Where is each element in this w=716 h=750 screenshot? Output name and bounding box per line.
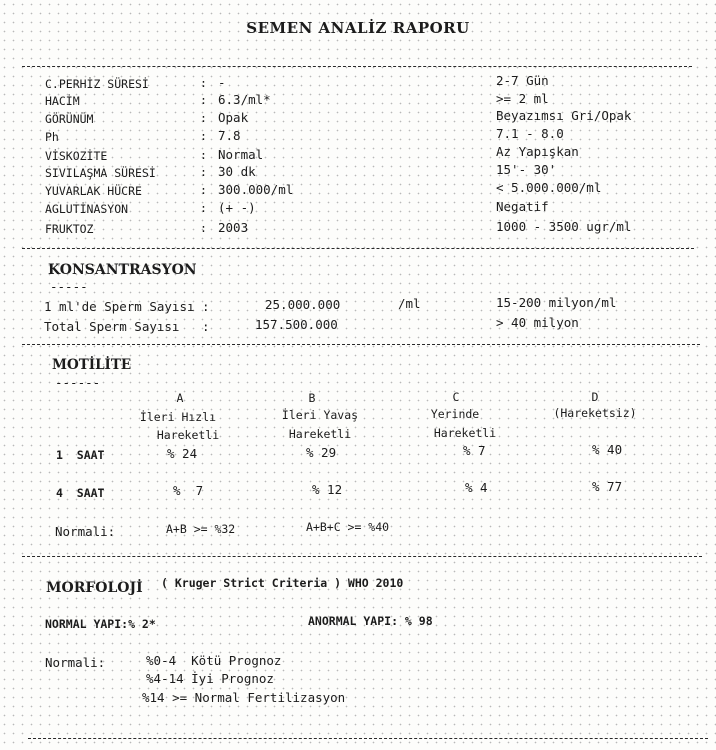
param-value: Opak <box>218 110 249 125</box>
total-sperm-label: Total Sperm Sayısı : <box>44 319 210 334</box>
row-1h-c: % 7 <box>463 443 486 458</box>
param-value: Normal <box>218 147 264 162</box>
sperm-count-unit: /ml <box>398 296 421 311</box>
col-d-letter: D <box>591 390 599 404</box>
row-4h-a: % 7 <box>173 483 204 498</box>
col-a-line2: Hareketli <box>156 428 220 442</box>
divider-after-params <box>22 248 694 249</box>
param-label: SIVILAŞMA SÜRESİ <box>45 166 156 180</box>
param-value: 300.000/ml <box>218 182 294 197</box>
row-1h-b: % 29 <box>306 445 337 460</box>
param-value: 6.3/ml* <box>218 92 271 107</box>
param-reference: Az Yapışkan <box>496 144 579 159</box>
morphology-range-1: %0-4 Kötü Prognoz <box>146 653 282 668</box>
param-label: FRUKTOZ <box>45 222 94 236</box>
motility-underline: ------ <box>55 375 101 390</box>
motility-normal-label: Normali: <box>55 524 116 539</box>
col-a-letter: A <box>176 391 184 405</box>
report-title: SEMEN ANALİZ RAPORU <box>246 19 470 37</box>
param-separator: : <box>200 221 207 235</box>
morphology-range-3: %14 >= Normal Fertilizasyon <box>142 690 346 705</box>
col-c-line1: Yerinde <box>430 407 480 421</box>
param-value: (+ -) <box>218 200 256 215</box>
col-b-line1: İleri Yavaş <box>281 408 359 422</box>
total-sperm-value: 157.500.000 <box>255 317 338 332</box>
motility-heading: MOTİLİTE <box>52 357 132 373</box>
col-d-line1: (Hareketsiz) <box>553 406 637 420</box>
param-separator: : <box>200 93 207 107</box>
param-separator: : <box>200 148 207 162</box>
param-label: AGLUTİNASYON <box>45 202 129 216</box>
morphology-range-2: %4-14 İyi Prognoz <box>146 671 274 686</box>
col-c-letter: C <box>452 390 460 404</box>
morphology-normal-label: Normali: <box>45 655 106 670</box>
row-1h-label: 1 SAAT <box>56 448 105 462</box>
param-separator: : <box>200 201 207 215</box>
total-sperm-ref: > 40 milyon <box>496 315 579 330</box>
divider-after-motility <box>22 556 702 557</box>
morphology-criteria: ( Kruger Strict Criteria ) WHO 2010 <box>161 576 404 590</box>
param-label: YUVARLAK HÜCRE <box>45 184 142 198</box>
param-reference: Beyazımsı Gri/Opak <box>496 108 632 123</box>
col-b-line2: Hareketli <box>288 427 352 441</box>
row-4h-b: % 12 <box>312 482 343 497</box>
param-label: C.PERHİZ SÜRESİ <box>45 77 149 91</box>
param-label: VİSKOZİTE <box>45 149 108 163</box>
divider-top <box>22 66 692 67</box>
row-4h-c: % 4 <box>465 480 488 495</box>
concentration-heading: KONSANTRASYON <box>48 262 197 278</box>
morphology-abnormal: ANORMAL YAPI: % 98 <box>308 614 433 628</box>
row-4h-label: 4 SAAT <box>56 486 105 500</box>
motility-normal-ab: A+B >= %32 <box>166 522 236 536</box>
row-4h-d: % 77 <box>592 479 623 494</box>
morphology-normal: NORMAL YAPI:% 2* <box>45 617 156 631</box>
param-separator: : <box>200 76 207 90</box>
param-value: 30 dk <box>218 164 256 179</box>
param-reference: Negatif <box>496 199 549 214</box>
param-reference: 2-7 Gün <box>496 73 549 88</box>
col-c-line2: Hareketli <box>433 426 497 440</box>
param-reference: 15'- 30' <box>496 162 557 177</box>
param-reference: >= 2 ml <box>496 91 549 106</box>
sperm-count-value: 25.000.000 <box>265 297 341 312</box>
param-separator: : <box>200 129 207 143</box>
concentration-underline: ----- <box>50 279 88 294</box>
param-label: GÖRÜNÜM <box>45 112 94 126</box>
param-reference: 1000 - 3500 ugr/ml <box>496 219 632 234</box>
param-value: 2003 <box>218 220 249 235</box>
param-separator: : <box>200 111 207 125</box>
param-reference: < 5.000.000/ml <box>496 180 602 195</box>
row-1h-d: % 40 <box>592 442 623 457</box>
sperm-count-ref: 15-200 milyon/ml <box>496 295 617 310</box>
param-separator: : <box>200 183 207 197</box>
param-reference: 7.1 - 8.0 <box>496 126 564 141</box>
col-b-letter: B <box>308 391 316 405</box>
motility-normal-abc: A+B+C >= %40 <box>306 520 390 534</box>
row-1h-a: % 24 <box>167 446 198 461</box>
param-value: - <box>218 75 226 90</box>
sperm-count-label: 1 ml'de Sperm Sayısı : <box>44 299 210 314</box>
divider-after-concentration <box>22 344 700 345</box>
divider-bottom <box>28 738 708 739</box>
param-value: 7.8 <box>218 128 241 143</box>
param-label: HACİM <box>45 94 80 108</box>
param-separator: : <box>200 165 207 179</box>
morphology-heading: MORFOLOJİ <box>46 580 143 596</box>
param-label: Ph <box>45 130 59 144</box>
col-a-line1: İleri Hızlı <box>139 410 217 424</box>
